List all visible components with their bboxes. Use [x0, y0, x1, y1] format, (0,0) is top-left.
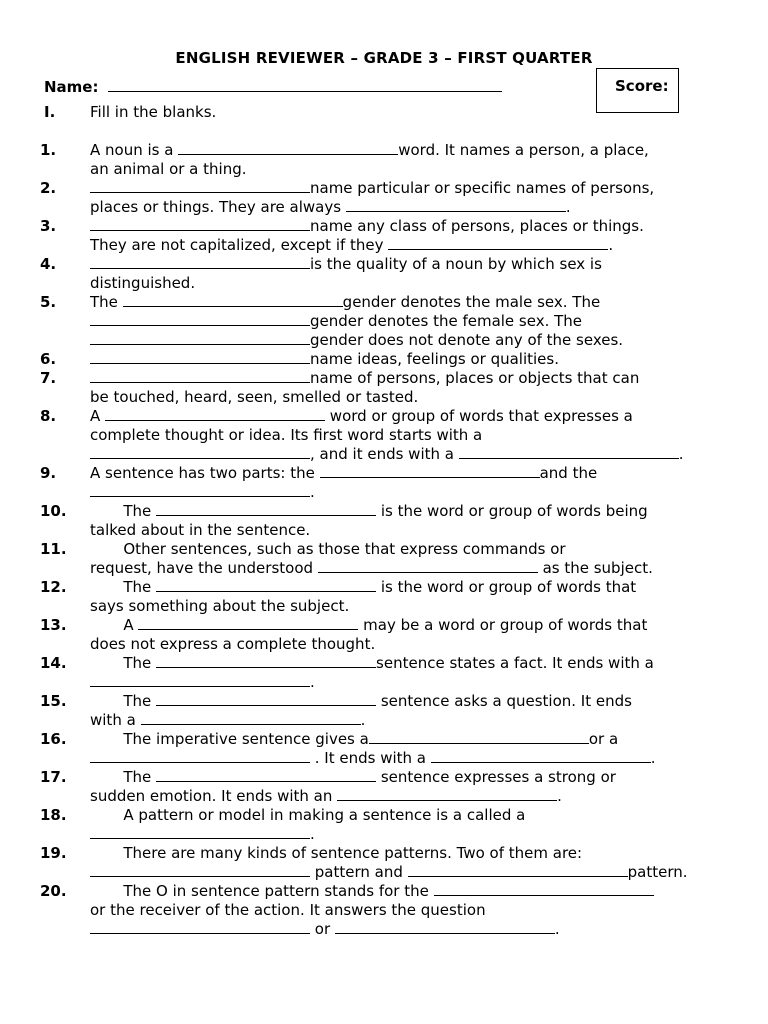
question-item: [40, 350, 730, 369]
question-text-segment: does not express a complete thought.: [90, 635, 376, 653]
question-text-segment: The: [90, 654, 157, 672]
question-text-segment: .: [360, 711, 366, 729]
answer-blank[interactable]: [90, 218, 310, 231]
answer-blank[interactable]: [434, 883, 654, 896]
question-line: [90, 407, 730, 426]
question-text: [90, 616, 730, 654]
answer-blank[interactable]: [90, 313, 310, 326]
question-number: 6.: [40, 350, 57, 368]
answer-blank[interactable]: [178, 142, 398, 155]
question-line: [90, 559, 730, 578]
question-line: [90, 141, 730, 160]
question-text-segment: sentence asks a question. It ends: [376, 692, 632, 710]
answer-blank[interactable]: [156, 769, 376, 782]
name-label: Name:: [44, 78, 99, 96]
question-item: [40, 141, 730, 179]
question-text: [90, 369, 730, 407]
question-line: [90, 540, 730, 559]
score-label: Score:: [615, 77, 669, 95]
answer-blank[interactable]: [431, 750, 651, 763]
question-line: [90, 198, 730, 217]
question-number: 5.: [40, 293, 57, 311]
answer-blank[interactable]: [156, 655, 376, 668]
question-line: [90, 369, 730, 388]
question-text: [90, 179, 730, 217]
question-text: [90, 350, 730, 369]
question-text: [90, 141, 730, 179]
question-text-segment: A sentence has two parts: the: [90, 464, 320, 482]
question-item: [40, 616, 730, 654]
question-text-segment: The: [90, 768, 157, 786]
answer-blank[interactable]: [459, 446, 679, 459]
question-text-segment: .: [557, 787, 562, 805]
question-item: [40, 464, 730, 502]
question-text: [90, 806, 730, 844]
question-text-segment: as the subject.: [537, 559, 653, 577]
question-text: [90, 844, 730, 882]
question-line: [90, 388, 730, 407]
question-text-segment: is the word or group of words being: [376, 502, 648, 520]
question-text-segment: name ideas, feelings or qualities.: [310, 350, 559, 368]
question-line: [90, 863, 730, 882]
question-item: [40, 882, 730, 939]
question-line: [90, 749, 730, 768]
question-number: 2.: [40, 179, 57, 197]
answer-blank[interactable]: [105, 408, 325, 421]
worksheet-title: ENGLISH REVIEWER – GRADE 3 – FIRST QUARTER: [175, 49, 593, 67]
question-line: [90, 236, 730, 255]
question-text: [90, 407, 730, 464]
answer-blank[interactable]: [408, 864, 628, 877]
question-text-segment: gender does not denote any of the sexes.: [310, 331, 624, 349]
question-item: [40, 179, 730, 217]
question-text-segment: with a: [90, 711, 141, 729]
question-line: [90, 825, 730, 844]
question-text-segment: is the word or group of words that: [376, 578, 637, 596]
question-number: 9.: [40, 464, 57, 482]
question-text-segment: .: [678, 445, 684, 463]
question-text-segment: , and it ends with a: [310, 445, 459, 463]
question-text-segment: They are not capitalized, except if they: [90, 236, 389, 254]
answer-blank[interactable]: [90, 484, 310, 497]
score-box[interactable]: [596, 68, 679, 113]
question-line: [90, 806, 730, 825]
answer-blank[interactable]: [156, 693, 376, 706]
question-text-segment: Other sentences, such as those that express commands or: [90, 540, 566, 558]
question-item: [40, 730, 730, 768]
question-line: [90, 844, 730, 863]
question-number: 3.: [40, 217, 57, 235]
section-instruction: Fill in the blanks.: [90, 103, 217, 121]
question-text-segment: .: [608, 236, 614, 254]
question-line: [90, 179, 730, 198]
question-text-segment: sentence expresses a strong or: [376, 768, 616, 786]
section-number: I.: [44, 103, 56, 121]
answer-blank[interactable]: [90, 674, 310, 687]
question-text-segment: pattern.: [627, 863, 688, 881]
question-text-segment: name particular or specific names of persons,: [310, 179, 655, 197]
question-number: 16.: [40, 730, 67, 748]
question-text-segment: name any class of persons, places or things.: [310, 217, 644, 235]
question-text-segment: .: [310, 673, 315, 691]
question-item: [40, 293, 730, 350]
question-text-segment: an animal or a thing.: [90, 160, 247, 178]
answer-blank[interactable]: [156, 503, 376, 516]
question-line: [90, 635, 730, 654]
question-text-segment: gender denotes the female sex. The: [310, 312, 583, 330]
answer-blank[interactable]: [90, 332, 310, 345]
question-item: [40, 217, 730, 255]
question-text-segment: distinguished.: [90, 274, 196, 292]
question-text-segment: The: [90, 293, 123, 311]
question-number: 11.: [40, 540, 67, 558]
question-text-segment: The: [90, 692, 157, 710]
answer-blank[interactable]: [369, 731, 589, 744]
question-number: 14.: [40, 654, 67, 672]
question-number: 15.: [40, 692, 67, 710]
question-line: [90, 483, 730, 502]
question-line: [90, 578, 730, 597]
question-number: 4.: [40, 255, 57, 273]
question-line: [90, 901, 730, 920]
question-line: [90, 882, 730, 901]
question-text-segment: places or things. They are always: [90, 198, 346, 216]
question-text-segment: A noun is a: [90, 141, 179, 159]
question-number: 20.: [40, 882, 67, 900]
question-text: [90, 464, 730, 502]
question-text-segment: says something about the subject.: [90, 597, 350, 615]
question-text-segment: A: [90, 407, 106, 425]
answer-blank[interactable]: [90, 921, 310, 934]
answer-blank[interactable]: [346, 199, 566, 212]
question-text-segment: name of persons, places or objects that can: [310, 369, 640, 387]
question-number: 7.: [40, 369, 57, 387]
question-text-segment: The: [90, 578, 157, 596]
question-text-segment: request, have the understood: [90, 559, 318, 577]
answer-blank[interactable]: [141, 712, 361, 725]
answer-blank[interactable]: [156, 579, 376, 592]
answer-blank[interactable]: [388, 237, 608, 250]
question-text: [90, 730, 730, 768]
question-text: [90, 692, 730, 730]
question-line: [90, 464, 730, 483]
question-line: [90, 312, 730, 331]
question-line: [90, 920, 730, 939]
question-number: 19.: [40, 844, 67, 862]
section-heading: [44, 103, 216, 121]
question-item: [40, 255, 730, 293]
question-text: [90, 882, 730, 939]
question-line: [90, 445, 730, 464]
question-text-segment: sentence states a fact. It ends with a: [376, 654, 654, 672]
question-item: [40, 578, 730, 616]
question-text: [90, 502, 730, 540]
answer-blank[interactable]: [337, 788, 557, 801]
answer-blank[interactable]: [318, 560, 538, 573]
question-text-segment: word. It names a person, a place,: [398, 141, 649, 159]
question-text: [90, 255, 730, 293]
question-text: [90, 540, 730, 578]
question-line: [90, 654, 730, 673]
question-number: 1.: [40, 141, 57, 159]
answer-blank[interactable]: [335, 921, 555, 934]
question-number: 18.: [40, 806, 67, 824]
question-text-segment: A pattern or model in making a sentence is a called a: [90, 806, 526, 824]
question-line: [90, 217, 730, 236]
answer-blank[interactable]: [90, 864, 310, 877]
question-text-segment: The imperative sentence gives a: [90, 730, 369, 748]
question-text-segment: is the quality of a noun by which sex is: [310, 255, 602, 273]
name-row: [44, 77, 502, 96]
question-line: [90, 255, 730, 274]
question-text: [90, 654, 730, 692]
question-text-segment: sudden emotion. It ends with an: [90, 787, 338, 805]
question-text-segment: be touched, heard, seen, smelled or tasted.: [90, 388, 419, 406]
question-text-segment: or a: [588, 730, 619, 748]
question-text-segment: pattern and: [310, 863, 408, 881]
question-line: [90, 160, 730, 179]
question-number: 10.: [40, 502, 67, 520]
question-item: [40, 540, 730, 578]
question-text-segment: .: [650, 749, 656, 767]
question-item: [40, 844, 730, 882]
question-item: [40, 768, 730, 806]
question-text-segment: or the receiver of the action. It answers the question: [90, 901, 486, 919]
question-line: [90, 502, 730, 521]
name-blank[interactable]: [108, 77, 502, 92]
question-line: [90, 711, 730, 730]
question-line: [90, 616, 730, 635]
question-text-segment: gender denotes the male sex. The: [342, 293, 601, 311]
question-text-segment: or: [310, 920, 335, 938]
question-line: [90, 426, 730, 445]
answer-blank[interactable]: [138, 617, 358, 630]
question-text: [90, 293, 730, 350]
answer-blank[interactable]: [90, 256, 310, 269]
answer-blank[interactable]: [320, 465, 540, 478]
question-text: [90, 217, 730, 255]
question-item: [40, 407, 730, 464]
question-text-segment: .: [310, 825, 315, 843]
question-text-segment: may be a word or group of words that: [358, 616, 648, 634]
question-text-segment: . It ends with a: [310, 749, 431, 767]
question-line: [90, 350, 730, 369]
question-item: [40, 692, 730, 730]
question-text-segment: talked about in the sentence.: [90, 521, 311, 539]
question-item: [40, 369, 730, 407]
question-number: 17.: [40, 768, 67, 786]
answer-blank[interactable]: [90, 351, 310, 364]
question-line: [90, 673, 730, 692]
question-number: 12.: [40, 578, 67, 596]
question-text-segment: .: [554, 920, 560, 938]
question-line: [90, 293, 730, 312]
question-item: [40, 806, 730, 844]
answer-blank[interactable]: [90, 446, 310, 459]
answer-blank[interactable]: [90, 180, 310, 193]
question-line: [90, 274, 730, 293]
question-text-segment: There are many kinds of sentence patterns. Two of them are:: [90, 844, 583, 862]
question-text-segment: word or group of words that expresses a: [325, 407, 633, 425]
question-text-segment: The O in sentence pattern stands for the: [90, 882, 434, 900]
question-item: [40, 502, 730, 540]
question-number: 13.: [40, 616, 67, 634]
question-line: [90, 730, 730, 749]
question-line: [90, 768, 730, 787]
question-text-segment: A: [90, 616, 139, 634]
question-text-segment: .: [310, 483, 315, 501]
question-line: [90, 521, 730, 540]
question-line: [90, 692, 730, 711]
question-text-segment: and the: [539, 464, 598, 482]
question-text-segment: .: [565, 198, 571, 216]
answer-blank[interactable]: [90, 826, 310, 839]
question-text-segment: The: [90, 502, 157, 520]
answer-blank[interactable]: [90, 370, 310, 383]
question-line: [90, 331, 730, 350]
question-line: [90, 787, 730, 806]
answer-blank[interactable]: [90, 750, 310, 763]
question-text: [90, 578, 730, 616]
question-line: [90, 597, 730, 616]
question-text-segment: complete thought or idea. Its first word starts with a: [90, 426, 483, 444]
answer-blank[interactable]: [123, 294, 343, 307]
question-item: [40, 654, 730, 692]
question-text: [90, 768, 730, 806]
question-number: 8.: [40, 407, 57, 425]
